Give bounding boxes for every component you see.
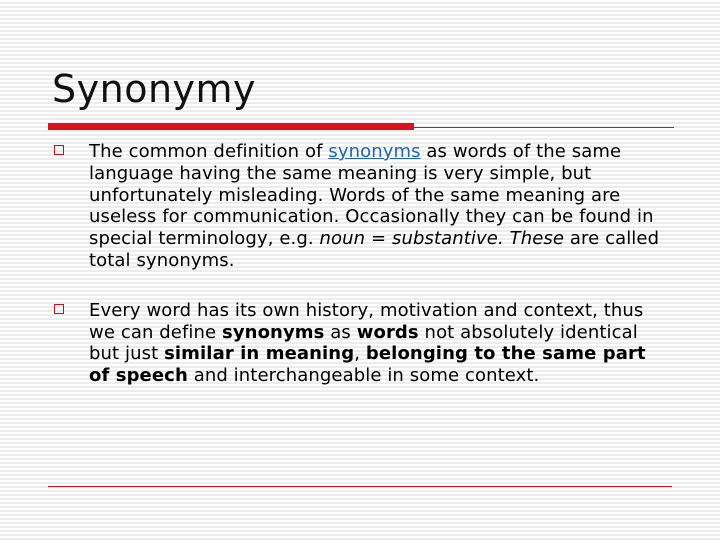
footer-divider-line [48,486,672,487]
title-divider-line [48,127,674,128]
bullet-item-characteristics [52,300,672,387]
bullet-list [52,141,672,387]
bullet-item-definition [52,141,672,272]
bullet1-italic-noun: noun [319,228,366,250]
slide-title: Synonymy [52,67,257,111]
bullet1-text-4: are called total synonyms. [89,228,660,271]
bullet2-text-5: and interchangeable in some context. [187,365,540,387]
bullet2-text-3: not absolutely identical but just [89,321,638,365]
synonyms-link[interactable]: synonyms [328,141,421,162]
bullet1-text-2: as words of the same language having the same meaning is very simple, but unfortunately misleading. Words of the same meaning are useless for communication. Occasionally they can be found in special terminology, e.g. [89,141,654,250]
bullet2-bold-belonging: belonging to the same part of speech [89,343,646,387]
bullet1-text-1: The common definition of [89,141,329,162]
bullet2-text-2: as [324,321,357,343]
bullet2-text-1: Every word has its own history, motivation and context, thus we can define [89,299,644,343]
square-bullet-icon [54,304,64,314]
bullet2-text-4: , [354,343,366,365]
bullet1-text-3: = [365,228,392,250]
square-bullet-icon [54,145,64,155]
bullet2-bold-similar: similar in meaning [164,343,355,365]
bullet2-bold-words: words [356,321,419,343]
bullet2-bold-synonyms: synonyms [222,321,325,343]
bullet1-italic-substantive: substantive. These [391,228,565,250]
